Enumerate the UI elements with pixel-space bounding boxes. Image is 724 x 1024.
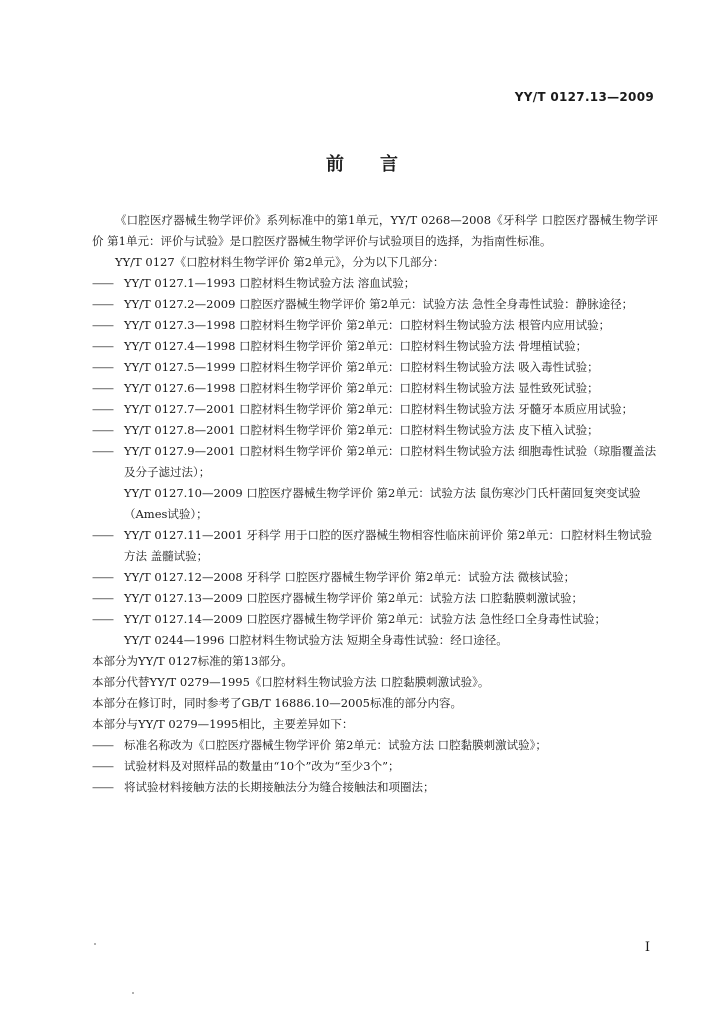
list-dash: —— (92, 423, 113, 437)
list-item (92, 315, 658, 336)
parts-list (92, 273, 658, 651)
list-dash: —— (92, 297, 113, 311)
list-item-text: 将试验材料接触方法的长期接触法分为缝合接触法和项圈法； (124, 780, 435, 794)
list-item (92, 735, 658, 756)
list-dash: —— (92, 780, 113, 794)
list-item (92, 399, 658, 420)
list-item-text: YY/T 0127.14—2009 口腔医疗器械生物学评价 第2单元：试验方法 急性经口全身毒性试验； (124, 612, 606, 626)
statement-line: 本部分为YY/T 0127标准的第13部分。 (92, 654, 293, 668)
list-dash: —— (92, 444, 113, 458)
list-dash: —— (92, 738, 113, 752)
scan-speck (132, 992, 134, 994)
list-dash: —— (92, 339, 113, 353)
list-dash: —— (92, 591, 113, 605)
document-body (92, 210, 658, 798)
list-dash: —— (92, 402, 113, 416)
statement-line: 本部分代替YY/T 0279—1995《口腔材料生物试验方法 口腔黏膜刺激试验》。 (92, 675, 490, 689)
scan-speck (94, 943, 96, 945)
list-dash: —— (92, 528, 113, 542)
list-item (92, 525, 658, 567)
list-item (92, 609, 658, 630)
list-item-text: 标准名称改为《口腔医疗器械生物学评价 第2单元：试验方法 口腔黏膜刺激试验》； (124, 738, 547, 752)
list-dash: —— (92, 612, 113, 626)
list-item-text: YY/T 0127.7—2001 口腔材料生物学评价 第2单元：口腔材料生物试验方法 牙髓牙本质应用试验； (124, 402, 634, 416)
list-item-text: YY/T 0127.1—1993 口腔材料生物试验方法 溶血试验； (124, 276, 416, 290)
statement-line: 本部分与YY/T 0279—1995相比，主要差异如下： (92, 717, 354, 731)
list-item-text: YY/T 0127.3—1998 口腔材料生物学评价 第2单元：口腔材料生物试验方法 根管内应用试验； (124, 318, 611, 332)
list-dash: —— (92, 381, 113, 395)
list-dash: —— (92, 759, 113, 773)
page-title: 前言 (326, 154, 434, 175)
list-item-text: 试验材料及对照样品的数量由“10个”改为“至少3个”； (124, 759, 400, 773)
list-dash: —— (92, 318, 113, 332)
list-item-text: YY/T 0127.11—2001 牙科学 用于口腔的医疗器械生物相容性临床前评价 第2单元：口腔材料生物试验方法 盖髓试验； (124, 528, 652, 563)
list-item (92, 336, 658, 357)
list-item (92, 420, 658, 441)
list-item (92, 630, 658, 651)
list-item (92, 588, 658, 609)
list-item-text: YY/T 0127.12—2008 牙科学 口腔医疗器械生物学评价 第2单元：试验方法 微核试验； (124, 570, 576, 584)
list-item-text: YY/T 0127.4—1998 口腔材料生物学评价 第2单元：口腔材料生物试验方法 骨埋植试验； (124, 339, 588, 353)
intro-paragraph: 《口腔医疗器械生物学评价》系列标准中的第1单元，YY/T 0268—2008《牙科学 口腔医疗器械生物学评价 第1单元：评价与试验》是口腔医疗器械生物学评价与试验项目的选择，为指南性标准。 (92, 213, 658, 248)
list-item (92, 756, 658, 777)
list-item-text: YY/T 0127.13—2009 口腔医疗器械生物学评价 第2单元：试验方法 口腔黏膜刺激试验； (124, 591, 583, 605)
list-item-text: YY/T 0127.8—2001 口腔材料生物学评价 第2单元：口腔材料生物试验方法 皮下植入试验； (124, 423, 599, 437)
list-dash: —— (92, 360, 113, 374)
changes-list (92, 735, 658, 798)
list-item (92, 777, 658, 798)
list-item (92, 378, 658, 399)
list-dash: —— (92, 570, 113, 584)
list-item-text: YY/T 0127.10—2009 口腔医疗器械生物学评价 第2单元：试验方法 鼠伤寒沙门氏杆菌回复突变试验（Ames试验）； (124, 486, 641, 521)
statement-line: 本部分在修订时，同时参考了GB/T 16886.10—2005标准的部分内容。 (92, 696, 462, 710)
list-item (92, 567, 658, 588)
list-item (92, 357, 658, 378)
list-item-text: YY/T 0127.2—2009 口腔医疗器械生物学评价 第2单元：试验方法 急性全身毒性试验：静脉途径； (124, 297, 634, 311)
list-dash: —— (92, 276, 113, 290)
list-item-text: YY/T 0127.9—2001 口腔材料生物学评价 第2单元：口腔材料生物试验方法 细胞毒性试验（琼脂覆盖法及分子滤过法）； (124, 444, 657, 479)
list-item (92, 483, 658, 525)
list-item-text: YY/T 0244—1996 口腔材料生物试验方法 短期全身毒性试验：经口途径。 (124, 633, 508, 647)
list-item (92, 441, 658, 483)
standard-code: YY/T 0127.13—2009 (514, 90, 654, 104)
list-item-text: YY/T 0127.5—1999 口腔材料生物学评价 第2单元：口腔材料生物试验方法 吸入毒性试验； (124, 360, 599, 374)
parts-intro-paragraph: YY/T 0127《口腔材料生物学评价 第2单元》，分为以下几部分： (115, 255, 445, 269)
list-item (92, 294, 658, 315)
list-item-text: YY/T 0127.6—1998 口腔材料生物学评价 第2单元：口腔材料生物试验方法 显性致死试验； (124, 381, 599, 395)
list-item (92, 273, 658, 294)
page-number: I (644, 940, 650, 955)
